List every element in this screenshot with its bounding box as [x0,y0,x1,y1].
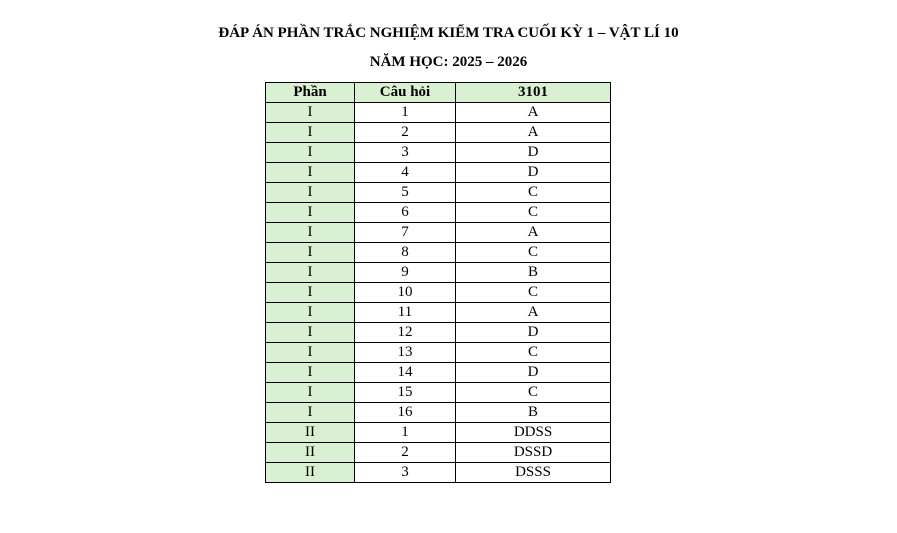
part-cell: I [266,323,355,343]
table-row [266,123,611,143]
part-cell: II [266,443,355,463]
answer-cell: D [456,143,611,163]
answer-cell: C [456,183,611,203]
part-cell: I [266,343,355,363]
part-cell: I [266,403,355,423]
answer-cell: DDSS [456,423,611,443]
document-subtitle: NĂM HỌC: 2025 – 2026 [369,54,528,70]
answer-cell: C [456,203,611,223]
part-cell: I [266,203,355,223]
answer-cell: DSSD [456,443,611,463]
part-cell: I [266,363,355,383]
table-row [266,143,611,163]
table-row [266,463,611,483]
table-row [266,303,611,323]
part-cell: I [266,383,355,403]
table-row [266,183,611,203]
part-cell: I [266,123,355,143]
table-row [266,103,611,123]
table-row [266,423,611,443]
question-cell: 2 [355,123,456,143]
answer-cell: C [456,283,611,303]
table-row [266,343,611,363]
part-cell: I [266,183,355,203]
answer-cell: A [456,123,611,143]
question-cell: 5 [355,183,456,203]
answer-key-table [265,82,611,483]
question-cell: 4 [355,163,456,183]
answer-cell: B [456,263,611,283]
answer-cell: A [456,223,611,243]
part-cell: I [266,263,355,283]
answer-cell: C [456,243,611,263]
question-cell: 14 [355,363,456,383]
question-cell: 8 [355,243,456,263]
part-cell: I [266,223,355,243]
question-cell: 1 [355,103,456,123]
header-exam-code: 3101 [456,83,611,103]
table-header-row [266,83,611,103]
table-row [266,223,611,243]
table-row [266,403,611,423]
header-part: Phần [266,83,355,103]
question-cell: 9 [355,263,456,283]
question-cell: 10 [355,283,456,303]
part-cell: I [266,143,355,163]
part-cell: I [266,103,355,123]
answer-cell: D [456,323,611,343]
table-row [266,323,611,343]
answer-cell: B [456,403,611,423]
question-cell: 6 [355,203,456,223]
part-cell: I [266,163,355,183]
part-cell: I [266,303,355,323]
answer-cell: D [456,163,611,183]
part-cell: II [266,463,355,483]
question-cell: 15 [355,383,456,403]
table-row [266,383,611,403]
question-cell: 7 [355,223,456,243]
header-question: Câu hỏi [355,83,456,103]
answer-cell: D [456,363,611,383]
table-row [266,163,611,183]
table-row [266,443,611,463]
table-row [266,203,611,223]
question-cell: 3 [355,463,456,483]
answer-cell: C [456,343,611,363]
table-row [266,243,611,263]
answer-cell: DSSS [456,463,611,483]
answer-cell: A [456,303,611,323]
question-cell: 12 [355,323,456,343]
answer-cell: C [456,383,611,403]
document-title: ĐÁP ÁN PHẦN TRẮC NGHIỆM KIỂM TRA CUỐI KỲ 1 – VẬT LÍ 10 [218,25,679,41]
answer-cell: A [456,103,611,123]
part-cell: II [266,423,355,443]
table-row [266,363,611,383]
question-cell: 11 [355,303,456,323]
question-cell: 2 [355,443,456,463]
question-cell: 3 [355,143,456,163]
part-cell: I [266,243,355,263]
table-row [266,283,611,303]
part-cell: I [266,283,355,303]
question-cell: 16 [355,403,456,423]
table-row [266,263,611,283]
question-cell: 13 [355,343,456,363]
question-cell: 1 [355,423,456,443]
